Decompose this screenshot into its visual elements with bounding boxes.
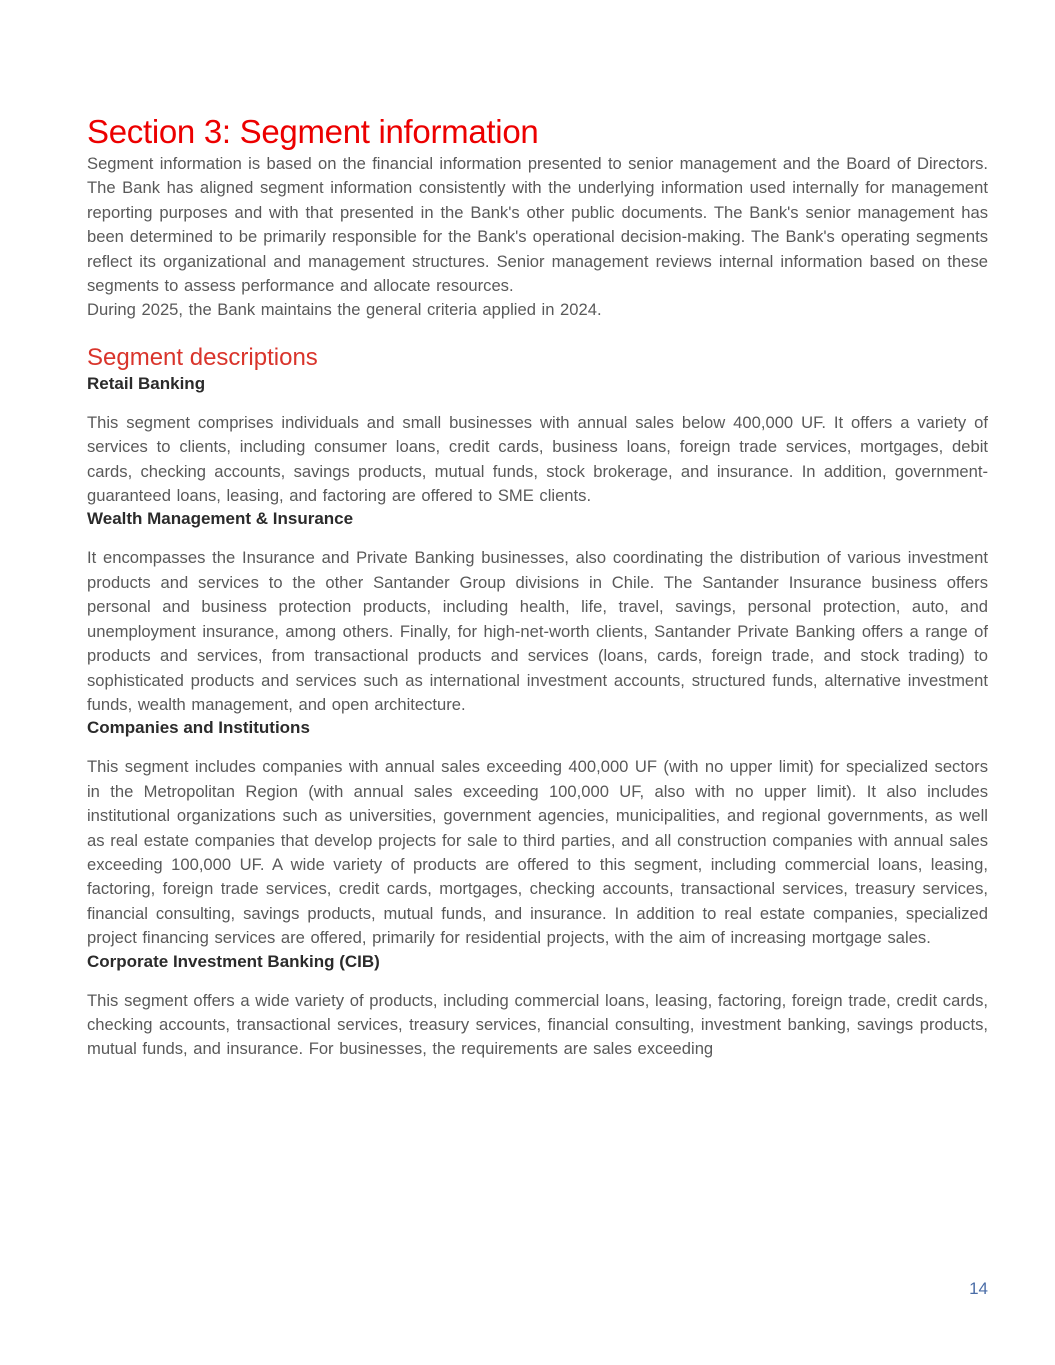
segment-heading-wealth-management: Wealth Management & Insurance bbox=[87, 509, 354, 529]
criteria-paragraph: During 2025, the Bank maintains the general criteria applied in 2024. bbox=[87, 300, 602, 320]
segment-heading-retail-banking: Retail Banking bbox=[87, 373, 206, 393]
segment-body-retail-banking: This segment comprises individuals and small businesses with annual sales below 400,000 UF. It offers a variety of services to clients, including consumer loans, credit cards, business loans, foreign trade services, mortgages, debit cards, checking accounts, savings products, mutual funds, stock brokerage, and insurance. In addition, government-guaranteed loans, leasing, and factoring are offered to SME clients. bbox=[87, 412, 988, 506]
segment-body-wealth-management: It encompasses the Insurance and Private Banking businesses, also coordinating the distribution of various investment products and services to the other Santander Group divisions in Chile. The Santander Insurance business offers personal and business protection products, including health, life, travel, savings, personal protection, auto, and unemployment insurance, among others. Finally, for high-net-worth clients, Santander Private Banking offers a range of products and services, from transactional products and services (loans, cards, foreign trade, and stock trading) to sophisticated products and services such as international investment accounts, structured funds, alternative investment funds, wealth management, and open architecture. bbox=[87, 548, 988, 714]
intro-paragraph: Segment information is based on the financial information presented to senior management and the Board of Directors. The Bank has aligned segment information consistently with the underlying information used internally for management reporting purposes and with that presented in the Bank's other public documents. The Bank's senior management has been determined to be primarily responsible for the Bank's operational decision-making. The Bank's operating segments reflect its organizational and management structures. Senior management reviews internal information based on these segments to assess performance and allocate resources. bbox=[87, 154, 988, 296]
segment-body-corporate-investment-banking: This segment offers a wide variety of products, including commercial loans, leasing, factoring, foreign trade, credit cards, checking accounts, transactional services, treasury services, financial consulting, investment banking, savings products, mutual funds, and insurance. For businesses, the requirements are sales exceeding bbox=[87, 990, 988, 1059]
section-title: Section 3: Segment information bbox=[87, 113, 539, 150]
page-number: 14 bbox=[969, 1279, 988, 1298]
segment-heading-companies-institutions: Companies and Institutions bbox=[87, 718, 310, 738]
segment-descriptions-subheading: Segment descriptions bbox=[87, 343, 318, 371]
segment-body-companies-institutions: This segment includes companies with annual sales exceeding 400,000 UF (with no upper limit) for specialized sectors in the Metropolitan Region (with annual sales exceeding 100,000 UF, also with no upper limit). It also includes institutional organizations such as universities, government agencies, municipalities, and regional governments, as well as real estate companies that develop projects for sale to third parties, and all construction companies with annual sales exceeding 100,000 UF. A wide variety of products are offered to this segment, including commercial loans, leasing, factoring, foreign trade services, credit cards, mortgages, checking accounts, transactional services, treasury services, financial consulting, savings products, mutual funds, and insurance. In addition to real estate companies, specialized project financing services are offered, primarily for residential projects, with the aim of increasing mortgage sales. bbox=[87, 757, 988, 948]
segment-heading-corporate-investment-banking: Corporate Investment Banking (CIB) bbox=[87, 951, 380, 971]
